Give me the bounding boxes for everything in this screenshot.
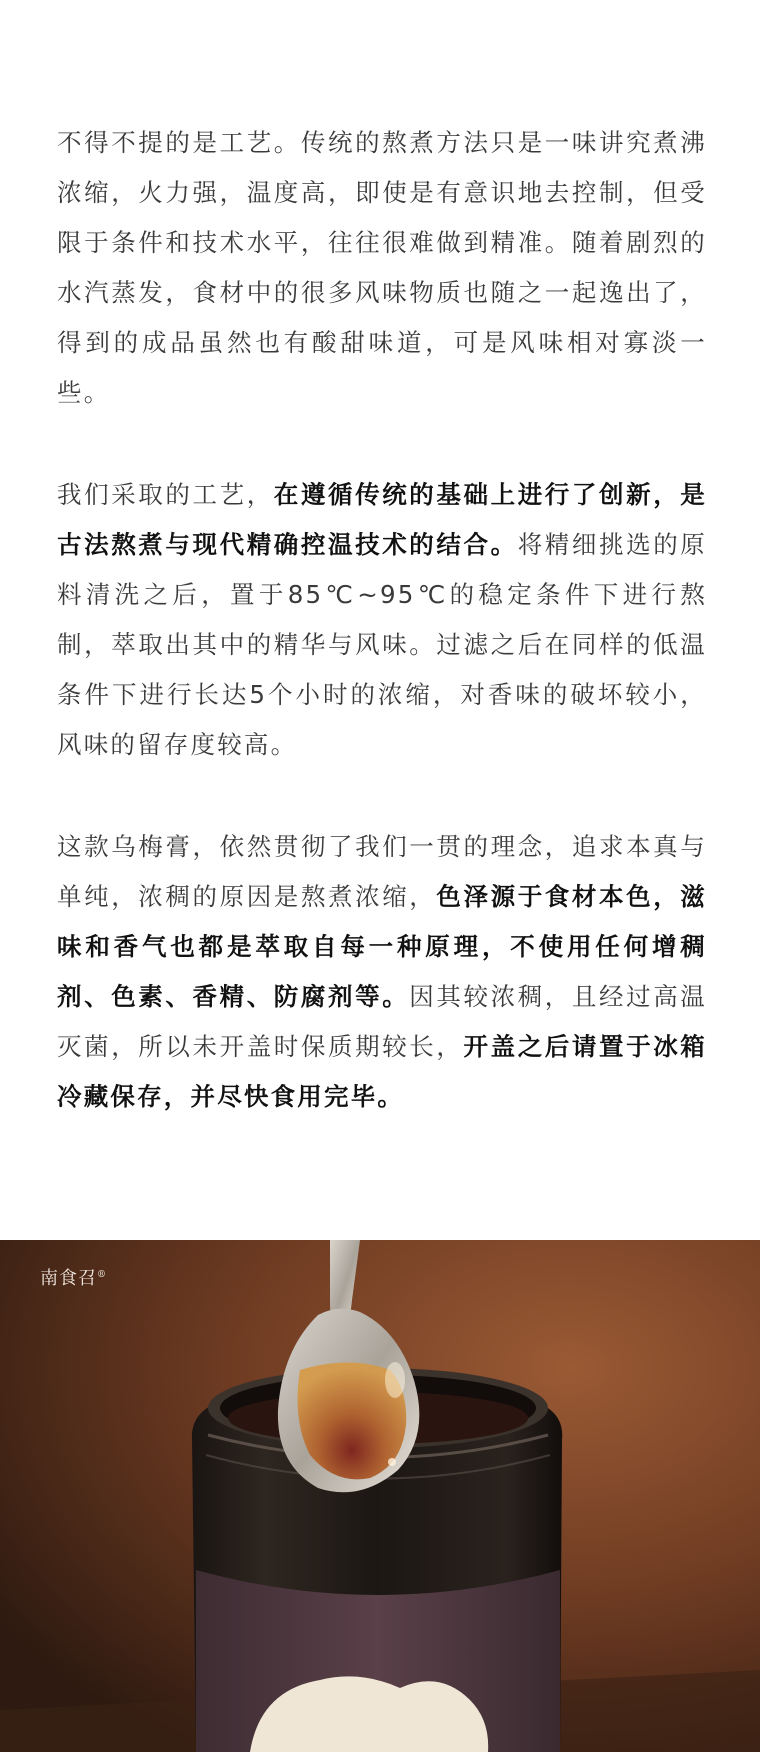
- product-photo: [0, 1240, 760, 1752]
- process-highlight-text: 在遵循传统的基础上进行了创新，是古法熬煮与现代精确控温技术的结合。: [57, 480, 707, 559]
- paragraph-craft: [57, 118, 707, 418]
- jar-and-spoon-illustration: [0, 1240, 760, 1752]
- process-intro-text: 我们采取的工艺，: [57, 480, 274, 509]
- product-storage-text: 开盖之后请置于冰箱冷藏保存，并尽快食用完毕。: [57, 1032, 707, 1111]
- product-shelf-life-text: 因其较浓稠，且经过高温灭菌，所以未开盖时保质期较长，: [57, 982, 707, 1061]
- brand-logo: [40, 1264, 107, 1290]
- brand-logo-text: 南食召: [40, 1268, 97, 1289]
- registered-mark: ®: [97, 1270, 107, 1280]
- paragraph-product: [57, 822, 707, 1122]
- product-intro-text: 这款乌梅膏，依然贯彻了我们一贯的理念，追求本真与单纯，浓稠的原因是熬煮浓缩，: [57, 832, 707, 911]
- product-highlight-text: 色泽源于食材本色，滋味和香气也都是萃取自每一种原理，不使用任何增稠剂、色素、香精、防腐剂等。: [57, 882, 708, 1011]
- paragraph-process: [57, 470, 707, 770]
- article-body: [57, 118, 707, 1174]
- paragraph-craft-text: 不得不提的是工艺。传统的熬煮方法只是一味讲究煮沸浓缩，火力强，温度高，即使是有意识地去控制，但受限于条件和技术水平，往往很难做到精准。随着剧烈的水汽蒸发，食材中的很多风味物质也随之一起逸出了，得到的成品虽然也有酸甜味道，可是风味相对寡淡一些。: [57, 128, 707, 407]
- process-detail-text: 将精细挑选的原料清洗之后，置于85℃~95℃的稳定条件下进行熬制，萃取出其中的精华与风味。过滤之后在同样的低温条件下进行长达5个小时的浓缩，对香味的破坏较小，风味的留存度较高。: [57, 530, 707, 759]
